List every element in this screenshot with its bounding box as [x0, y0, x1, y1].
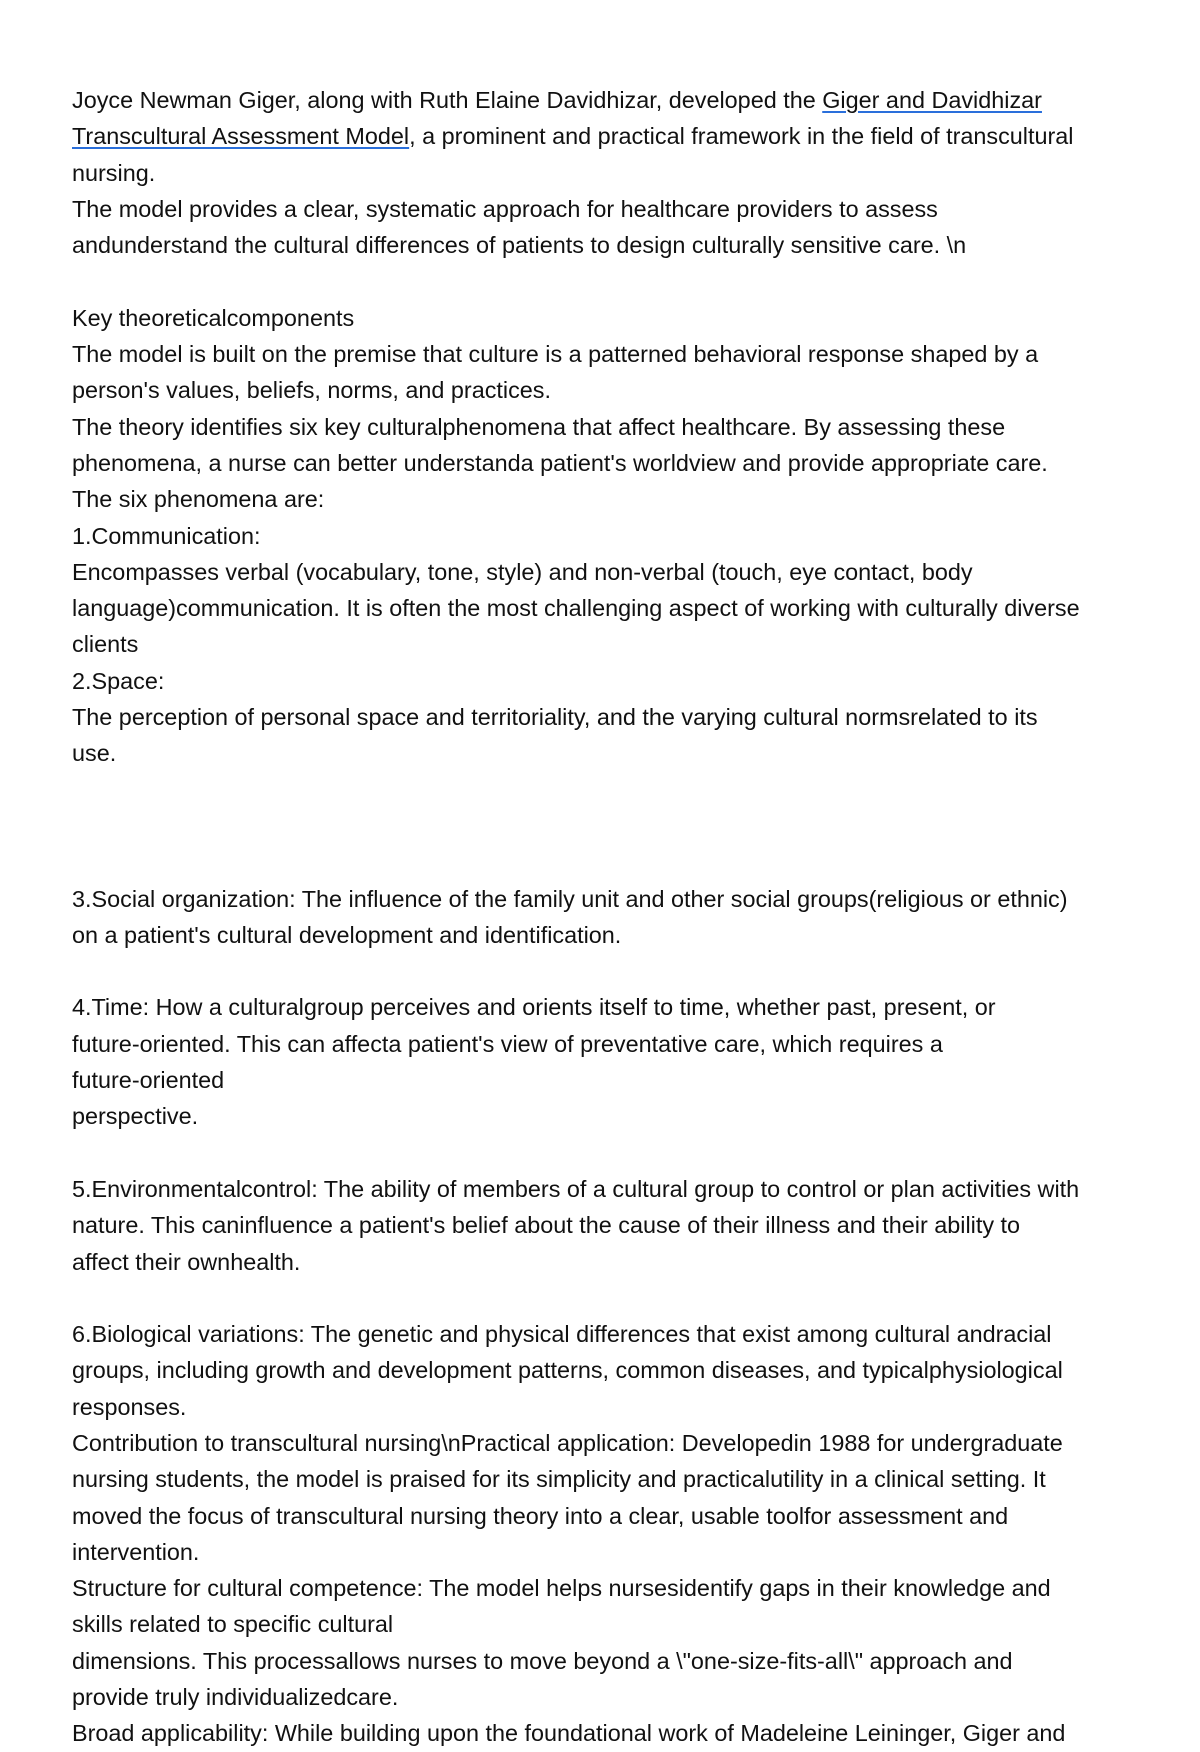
item-line: language)communication. It is often the most challenging aspect of working with culturally diverse: [72, 595, 1080, 622]
item-line: The perception of personal space and territoriality, and the varying cultural normsrelated to its: [72, 704, 1038, 731]
blank-line: [72, 263, 1142, 299]
paragraph-line: dimensions. This processallows nurses to move beyond a \"one-size-fits-all\" approach and: [72, 1647, 1013, 1674]
model-link[interactable]: Giger and Davidhizar: [822, 87, 1042, 113]
paragraph-line: provide truly individualizedcare.: [72, 1684, 399, 1711]
intro-text: Joyce Newman Giger, along with Ruth Elaine Davidhizar, developed the: [72, 87, 823, 113]
blank-line: [72, 808, 1142, 844]
item-line: perspective.: [72, 1103, 199, 1130]
section-heading: Key theoreticalcomponents: [72, 304, 355, 331]
item-biological-variations: 6.Biological variations: The genetic and physical differences that exist among cultural andracial: [72, 1321, 1052, 1348]
paragraph-line: phenomena, a nurse can better understanda patient's worldview and provide appropriate care.: [72, 449, 1048, 476]
intro-text: , a prominent and practical framework in the field of transcultural: [409, 123, 1074, 150]
paragraph-line: Structure for cultural competence: The model helps nursesidentify gaps in their knowledge and: [72, 1575, 1051, 1602]
paragraph-line: intervention.: [72, 1538, 200, 1565]
paragraph-intro-line: [72, 118, 1142, 154]
item-time: 4.Time: How a culturalgroup perceives and orients itself to time, whether past, present, or: [72, 994, 996, 1021]
paragraph-line: The theory identifies six key culturalphenomena that affect healthcare. By assessing these: [72, 413, 1006, 440]
blank-line: [72, 1280, 1142, 1316]
blank-line: [72, 844, 1142, 880]
blank-line: [72, 953, 1142, 989]
blank-line: [72, 1135, 1142, 1171]
paragraph-line-cut-off: Broad applicability: While building upon the foundational work of Madeleine Leininger, Giger and: [72, 1720, 1066, 1747]
item-environmental-control: 5.Environmentalcontrol: The ability of members of a cultural group to control or plan activities with: [72, 1175, 1080, 1202]
paragraph-line: The model provides a clear, systematic approach for healthcare providers to assess: [72, 195, 938, 222]
model-link[interactable]: Transcultural Assessment Model: [72, 123, 410, 150]
paragraph-line: andunderstand the cultural differences of patients to design culturally sensitive care. \n: [72, 232, 967, 259]
item-line: clients: [72, 631, 139, 658]
paragraph-line: nursing students, the model is praised for its simplicity and practicalutility in a clinical setting. It: [72, 1466, 1046, 1493]
paragraph-intro-line: [72, 82, 1142, 118]
item-line: groups, including growth and development patterns, common diseases, and typicalphysiological: [72, 1357, 1063, 1384]
paragraph-line: person's values, beliefs, norms, and practices.: [72, 377, 552, 404]
paragraph-intro-line: nursing.: [72, 159, 156, 186]
paragraph-line: The six phenomena are:: [72, 486, 325, 513]
item-line: on a patient's cultural development and identification.: [72, 921, 622, 948]
item-line: nature. This caninfluence a patient's belief about the cause of their illness and their ability to: [72, 1212, 1021, 1239]
item-line: use.: [72, 740, 117, 767]
item-line: affect their ownhealth.: [72, 1248, 301, 1275]
item-social-organization: 3.Social organization: The influence of the family unit and other social groups(religious or ethnic): [72, 885, 1068, 912]
item-line: Encompasses verbal (vocabulary, tone, style) and non-verbal (touch, eye contact, body: [72, 558, 973, 585]
document-page: [72, 82, 1142, 1752]
item-line: responses.: [72, 1393, 187, 1420]
paragraph-line: Contribution to transcultural nursing\nPractical application: Developedin 1988 for undergraduate: [72, 1429, 1063, 1456]
blank-line: [72, 772, 1142, 808]
item-line: future-oriented: [72, 1067, 225, 1094]
paragraph-line: The model is built on the premise that culture is a patterned behavioral response shaped by a: [72, 341, 1039, 368]
item-title-space: 2.Space:: [72, 667, 165, 694]
paragraph-line: moved the focus of transcultural nursing theory into a clear, usable toolfor assessment and: [72, 1502, 1009, 1529]
item-title-communication: 1.Communication:: [72, 522, 261, 549]
item-line: future-oriented. This can affecta patient's view of preventative care, which requires a: [72, 1030, 943, 1057]
paragraph-line: skills related to specific cultural: [72, 1611, 394, 1638]
